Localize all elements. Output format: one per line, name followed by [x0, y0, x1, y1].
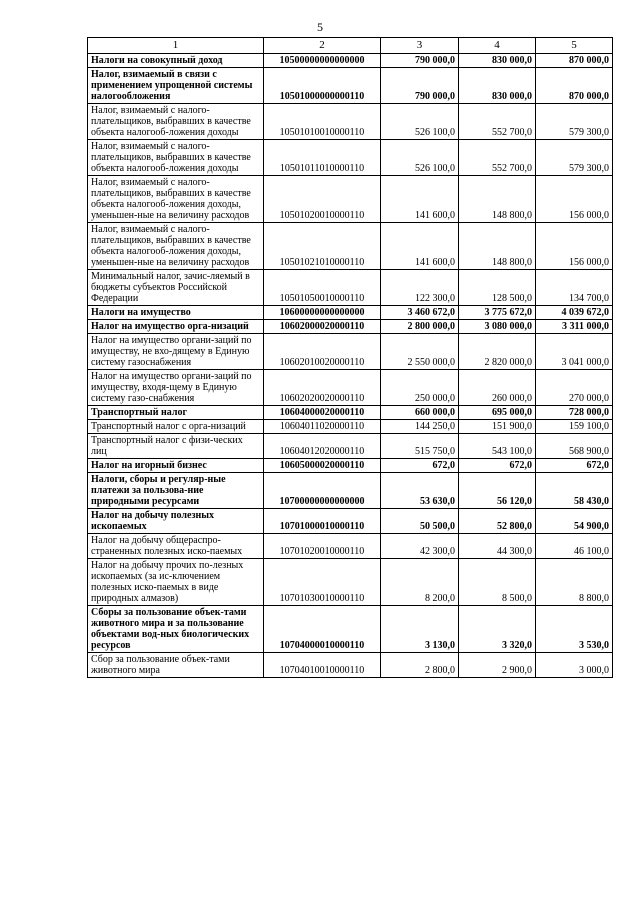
revenue-item-name: Налог, взимаемый в связи с применением упрощенной системы налогообложения [88, 68, 264, 104]
page-number: 5 [317, 20, 323, 34]
revenue-item-name: Налог, взимаемый с налого-плательщиков, выбравших в качестве объекта налогооб-ложения доходы [88, 104, 264, 140]
revenue-item-name: Налоги, сборы и регуляр-ные платежи за пользова-ние природными ресурсами [88, 473, 264, 509]
amount-year-2: 3 320,0 [459, 606, 536, 653]
revenue-item-name: Налог на имущество органи-заций по имуществу, входя-щему в Единую систему газо-снабжения [88, 370, 264, 406]
table-row [88, 140, 613, 176]
amount-year-2: 2 900,0 [459, 653, 536, 678]
revenue-item-name: Налоги на совокупный доход [88, 54, 264, 68]
table-row [88, 270, 613, 306]
amount-year-3: 54 900,0 [536, 509, 613, 534]
table-row [88, 370, 613, 406]
revenue-item-name: Транспортный налог [88, 406, 264, 420]
budget-revenue-table [87, 37, 613, 678]
budget-classification-code: 10501011010000110 [264, 140, 381, 176]
amount-year-3: 568 900,0 [536, 434, 613, 459]
revenue-item-name: Налог на добычу полезных ископаемых [88, 509, 264, 534]
budget-classification-code: 10500000000000000 [264, 54, 381, 68]
revenue-item-name: Налог, взимаемый с налого-плательщиков, выбравших в качестве объекта налогооб-ложения доходы, уменьшен-ные на величину расходов [88, 176, 264, 223]
amount-year-1: 660 000,0 [381, 406, 459, 420]
budget-classification-code: 10704000010000110 [264, 606, 381, 653]
table-row [88, 68, 613, 104]
budget-classification-code: 10604011020000110 [264, 420, 381, 434]
column-number-header-row [88, 38, 613, 54]
amount-year-3: 3 000,0 [536, 653, 613, 678]
budget-classification-code: 10501010010000110 [264, 104, 381, 140]
budget-classification-code: 10600000000000000 [264, 306, 381, 320]
table-row [88, 459, 613, 473]
budget-classification-code: 10602000020000110 [264, 320, 381, 334]
amount-year-1: 515 750,0 [381, 434, 459, 459]
budget-classification-code: 10700000000000000 [264, 473, 381, 509]
amount-year-3: 672,0 [536, 459, 613, 473]
amount-year-1: 144 250,0 [381, 420, 459, 434]
amount-year-1: 790 000,0 [381, 54, 459, 68]
table-row [88, 54, 613, 68]
table-row [88, 420, 613, 434]
amount-year-1: 526 100,0 [381, 140, 459, 176]
amount-year-2: 8 500,0 [459, 559, 536, 606]
amount-year-2: 543 100,0 [459, 434, 536, 459]
revenue-item-name: Транспортный налог с физи-ческих лиц [88, 434, 264, 459]
amount-year-3: 870 000,0 [536, 68, 613, 104]
table-row [88, 434, 613, 459]
amount-year-1: 141 600,0 [381, 223, 459, 270]
amount-year-3: 728 000,0 [536, 406, 613, 420]
amount-year-1: 2 550 000,0 [381, 334, 459, 370]
revenue-item-name: Налог на имущество орга-низаций [88, 320, 264, 334]
revenue-item-name: Сборы за пользование объек-тами животного мира и за пользование объектами вод-ных биологических ресурсов [88, 606, 264, 653]
amount-year-2: 830 000,0 [459, 54, 536, 68]
budget-classification-code: 10704010010000110 [264, 653, 381, 678]
amount-year-1: 8 200,0 [381, 559, 459, 606]
revenue-item-name: Налог на имущество органи-заций по имуществу, не вхо-дящему в Единую систему газоснабжения [88, 334, 264, 370]
amount-year-3: 46 100,0 [536, 534, 613, 559]
revenue-item-name: Налог, взимаемый с налого-плательщиков, выбравших в качестве объекта налогооб-ложения доходы, уменьшен-ные на величину расходов [88, 223, 264, 270]
amount-year-1: 250 000,0 [381, 370, 459, 406]
budget-classification-code: 10701020010000110 [264, 534, 381, 559]
amount-year-2: 830 000,0 [459, 68, 536, 104]
amount-year-3: 3 530,0 [536, 606, 613, 653]
budget-classification-code: 10604012020000110 [264, 434, 381, 459]
column-header: 3 [381, 38, 459, 54]
amount-year-1: 672,0 [381, 459, 459, 473]
column-header: 2 [264, 38, 381, 54]
table-row [88, 306, 613, 320]
amount-year-2: 260 000,0 [459, 370, 536, 406]
table-row [88, 320, 613, 334]
table-row [88, 534, 613, 559]
budget-classification-code: 10501000000000110 [264, 68, 381, 104]
table-row [88, 653, 613, 678]
table-row [88, 334, 613, 370]
amount-year-2: 552 700,0 [459, 104, 536, 140]
revenue-item-name: Транспортный налог с орга-низаций [88, 420, 264, 434]
amount-year-2: 148 800,0 [459, 223, 536, 270]
amount-year-3: 156 000,0 [536, 176, 613, 223]
amount-year-2: 56 120,0 [459, 473, 536, 509]
column-header: 5 [536, 38, 613, 54]
amount-year-2: 3 775 672,0 [459, 306, 536, 320]
amount-year-2: 672,0 [459, 459, 536, 473]
amount-year-2: 695 000,0 [459, 406, 536, 420]
amount-year-2: 151 900,0 [459, 420, 536, 434]
revenue-item-name: Минимальный налог, зачис-ляемый в бюджеты субъектов Российской Федерации [88, 270, 264, 306]
amount-year-2: 44 300,0 [459, 534, 536, 559]
amount-year-2: 128 500,0 [459, 270, 536, 306]
table-row [88, 509, 613, 534]
revenue-item-name: Налог, взимаемый с налого-плательщиков, выбравших в качестве объекта налогооб-ложения доходы [88, 140, 264, 176]
amount-year-3: 579 300,0 [536, 104, 613, 140]
table-row [88, 223, 613, 270]
amount-year-3: 270 000,0 [536, 370, 613, 406]
amount-year-3: 58 430,0 [536, 473, 613, 509]
amount-year-2: 148 800,0 [459, 176, 536, 223]
amount-year-1: 3 460 672,0 [381, 306, 459, 320]
table-row [88, 606, 613, 653]
amount-year-1: 141 600,0 [381, 176, 459, 223]
amount-year-3: 870 000,0 [536, 54, 613, 68]
revenue-item-name: Налоги на имущество [88, 306, 264, 320]
amount-year-2: 52 800,0 [459, 509, 536, 534]
amount-year-1: 790 000,0 [381, 68, 459, 104]
revenue-item-name: Налог на добычу общераспро-страненных полезных иско-паемых [88, 534, 264, 559]
amount-year-3: 579 300,0 [536, 140, 613, 176]
amount-year-3: 3 041 000,0 [536, 334, 613, 370]
revenue-item-name: Сбор за пользование объек-тами животного мира [88, 653, 264, 678]
column-header: 4 [459, 38, 536, 54]
budget-classification-code: 10602020020000110 [264, 370, 381, 406]
table-row [88, 176, 613, 223]
revenue-item-name: Налог на игорный бизнес [88, 459, 264, 473]
amount-year-3: 8 800,0 [536, 559, 613, 606]
table-row [88, 559, 613, 606]
amount-year-1: 2 800,0 [381, 653, 459, 678]
amount-year-3: 134 700,0 [536, 270, 613, 306]
revenue-item-name: Налог на добычу прочих по-лезных ископаемых (за ис-ключением полезных иско-паемых в виде природных алмазов) [88, 559, 264, 606]
amount-year-1: 42 300,0 [381, 534, 459, 559]
budget-classification-code: 10604000020000110 [264, 406, 381, 420]
amount-year-3: 156 000,0 [536, 223, 613, 270]
amount-year-1: 3 130,0 [381, 606, 459, 653]
amount-year-1: 122 300,0 [381, 270, 459, 306]
table-row [88, 104, 613, 140]
table-row [88, 406, 613, 420]
budget-classification-code: 10501020010000110 [264, 176, 381, 223]
amount-year-1: 53 630,0 [381, 473, 459, 509]
column-header: 1 [88, 38, 264, 54]
budget-classification-code: 10701000010000110 [264, 509, 381, 534]
budget-classification-code: 10701030010000110 [264, 559, 381, 606]
budget-classification-code: 10602010020000110 [264, 334, 381, 370]
amount-year-3: 4 039 672,0 [536, 306, 613, 320]
amount-year-1: 526 100,0 [381, 104, 459, 140]
amount-year-2: 2 820 000,0 [459, 334, 536, 370]
amount-year-2: 3 080 000,0 [459, 320, 536, 334]
amount-year-1: 50 500,0 [381, 509, 459, 534]
budget-classification-code: 10501021010000110 [264, 223, 381, 270]
amount-year-1: 2 800 000,0 [381, 320, 459, 334]
amount-year-2: 552 700,0 [459, 140, 536, 176]
budget-classification-code: 10605000020000110 [264, 459, 381, 473]
amount-year-3: 3 311 000,0 [536, 320, 613, 334]
budget-classification-code: 10501050010000110 [264, 270, 381, 306]
table-row [88, 473, 613, 509]
amount-year-3: 159 100,0 [536, 420, 613, 434]
